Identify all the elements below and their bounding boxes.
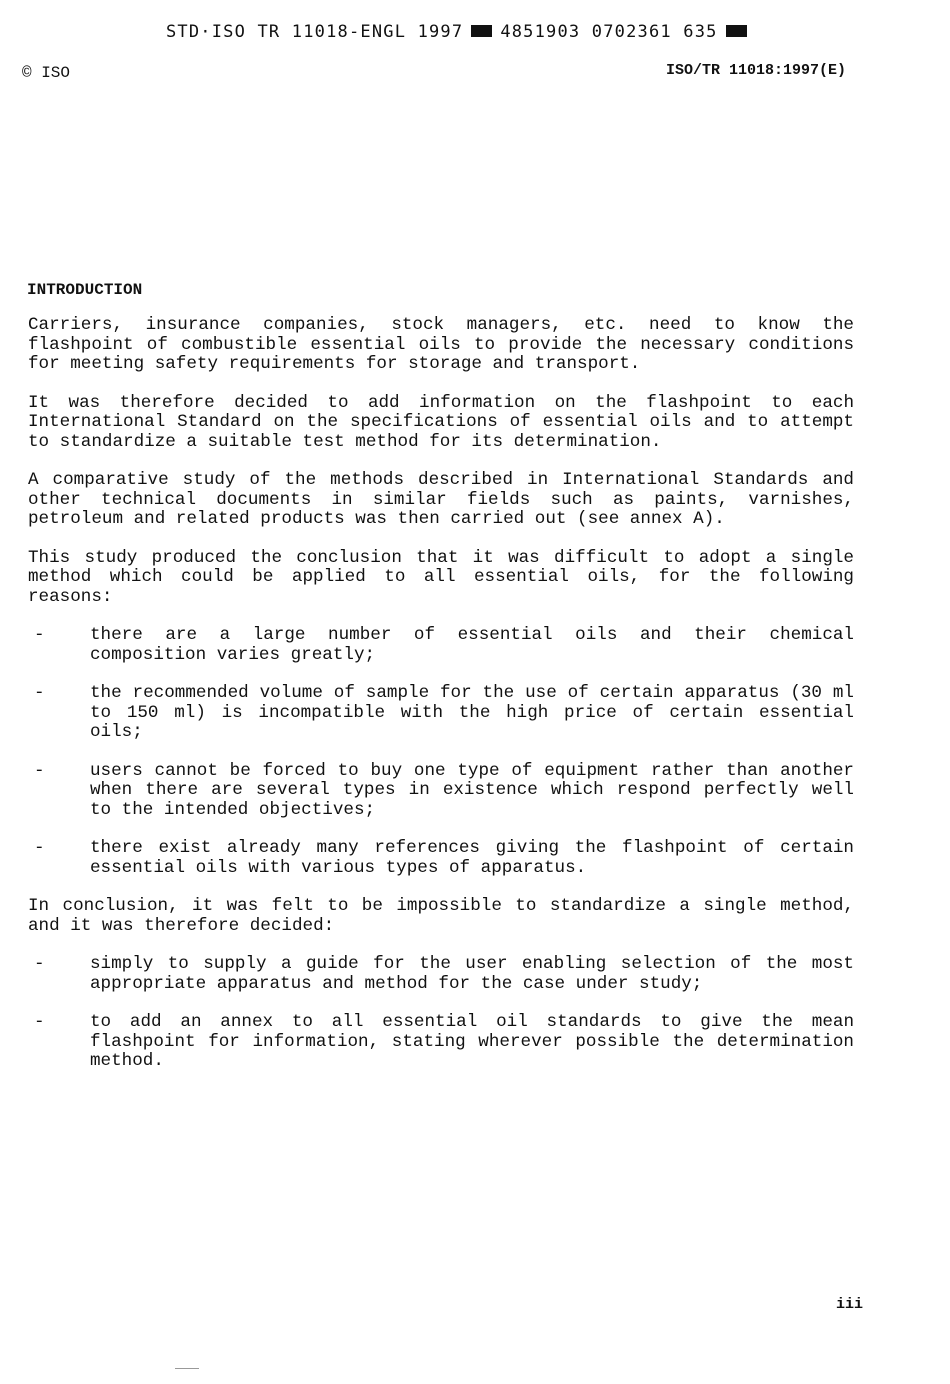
- list-item-text: there are a large number of essential oils and their chemical composition varies greatly;: [90, 625, 854, 665]
- standard-code: STD·ISO TR 11018-ENGL 1997: [166, 22, 464, 42]
- paragraph: Carriers, insurance companies, stock managers, etc. need to know the flashpoint of combustible essential oils to provide the necessary conditions for meeting safety requirements for storage and transport.: [28, 315, 854, 374]
- paragraph: A comparative study of the methods described in International Standards and other technical documents in similar fields such as paints, varnishes, petroleum and related products was then carried out (see annex A).: [28, 470, 854, 529]
- document-reference: ISO/TR 11018:1997(E): [665, 62, 846, 79]
- scan-mark: [175, 1368, 199, 1369]
- list-item: [28, 1013, 854, 1072]
- list-item-text: users cannot be forced to buy one type of equipment rather than another when there are several types in existence which respond perfectly well to the intended objectives;: [90, 760, 854, 820]
- list-item-text: there exist already many references giving the flashpoint of certain essential oils with various types of apparatus.: [90, 838, 854, 878]
- paragraph: It was therefore decided to add information on the flashpoint to each International Standard on the specifications of essential oils and to attempt to standardize a suitable test method for its determination.: [28, 392, 854, 452]
- barcode-block-icon: [471, 25, 492, 37]
- document-code-header: [166, 22, 755, 42]
- barcode-block-icon: [726, 25, 747, 37]
- list-item-text: the recommended volume of sample for the use of certain apparatus (30 ml to 150 ml) is incompatible with the high price of certain essential oils;: [90, 683, 854, 742]
- page-number: iii: [835, 1296, 863, 1313]
- list-item-text: simply to supply a guide for the user enabling selection of the most appropriate apparatus and method for the case under study;: [90, 954, 854, 994]
- list-item-text: to add an annex to all essential oil standards to give the mean flashpoint for information, stating wherever possible the determination method.: [90, 1012, 854, 1071]
- dash-bullet: -: [34, 838, 45, 858]
- section-heading: INTRODUCTION: [27, 281, 143, 299]
- dash-bullet: -: [34, 683, 45, 703]
- dash-bullet: -: [34, 760, 45, 781]
- catalog-number: 4851903 0702361 635: [500, 22, 718, 42]
- list-item: [28, 955, 854, 994]
- paragraph: In conclusion, it was felt to be impossible to standardize a single method, and it was therefore decided:: [28, 896, 854, 936]
- paragraph: This study produced the conclusion that it was difficult to adopt a single method which could be applied to all essential oils, for the following reasons:: [28, 547, 854, 607]
- dash-bullet: -: [34, 954, 45, 974]
- copyright: © ISO: [22, 64, 71, 82]
- list-item: [28, 762, 854, 821]
- list-item: [28, 839, 854, 878]
- list-item: [28, 626, 854, 665]
- list-item: [28, 684, 854, 743]
- dash-bullet: -: [34, 625, 45, 645]
- document-body: [28, 316, 854, 1091]
- dash-bullet: -: [34, 1012, 45, 1032]
